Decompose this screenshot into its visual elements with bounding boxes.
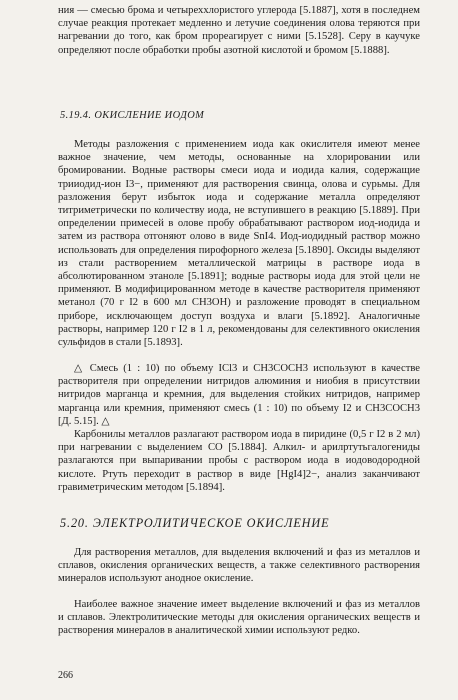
top-paragraph: ния — смесью брома и четыреххлористого углерода [5.1887], хотя в последнем случае реакция протекает медленно и летучие соединения олова теряются при нагревании до того, как бром прореагирует с ними [5.1528]. Серу в каучуке определяют после обработки пробы азотной кислотой и бромом [5.1888]. xyxy=(58,5,420,56)
paragraph-anodic-oxidation: Для растворения металлов, для выделения включений и фаз из металлов и сплавов, окисления органических веществ, а также селективного растворения минералов используют анодное окисление. xyxy=(58,547,420,585)
paragraph-nitrides: △ Смесь (1 : 10) по объему ICl3 и CH3COCH3 используют в качестве растворителя при определении нитридов алюминия и ниобия в присутствии нитридов марганца и кремния, для выделения стойких нитридов, например марганца или кремния, применяют смесь (1 : 10) по объему I2 и CH3COCH3 [Д. 5.15]. △ xyxy=(58,363,420,427)
paragraph-inclusions: Наиболее важное значение имеет выделение включений и фаз из металлов и сплавов. Электролитические методы для окисления органических веществ и растворения минералов в аналитической химии используют редко. xyxy=(58,599,420,637)
paragraph-iodine-methods: Методы разложения с применением иода как окислителя имеют менее важное значение, чем методы, основанные на хлорировании или бромировании. Водные растворы смеси иода и иодида калия, содержащие трииодид-ион I3−, применяют для растворения свинца, олова и сурьмы. Для разложения берут избыток иода и содержание металла определяют титриметрически по количеству иода, не вступившего в реакцию [5.1889]. При определении примесей в олове пробу обрабатывают раствором иод-иодида и затем из раствора отгоняют олово в виде SnI4. Иод-иодидный раствор можно использовать для определения пирофорного железа [5.1890]. Оксиды выделяют из стали растворением металлической матрицы в растворе иода в абсолютированном этаноле [5.1891]; водные растворы иода для этой цели не применяют. В модифицированном методе в качестве растворителя применяют метанол (70 г I2 в 600 мл CH3OH) и разложение проводят в специальном приборе, исключающем доступ воздуха и влаги [5.1892]. Аналогичные растворы, например 120 г I2 в 1 л, рекомендованы для селективного окисления сульфидов в стали [5.1893]. xyxy=(58,139,420,349)
paragraph-carbonyls: Карбонилы металлов разлагают раствором иода в пиридине (0,5 г I2 в 2 мл) при нагревании с выделением CO [5.1884]. Алкил- и арилртутьгалогениды разлагаются при выпаривании пробы с раствором иода в иодоводородной кислоте. Ртуть переходит в раствор в виде [HgI4]2−, анализ заканчивают гравиметрическим методом [5.1894]. xyxy=(58,429,420,493)
page-number: 266 xyxy=(58,670,73,681)
section-heading-iodine-oxidation: 5.19.4. ОКИСЛЕНИЕ ИОДОМ xyxy=(60,110,205,121)
section-heading-electrolytic-oxidation: 5.20. ЭЛЕКТРОЛИТИЧЕСКОЕ ОКИСЛЕНИЕ xyxy=(60,516,330,530)
